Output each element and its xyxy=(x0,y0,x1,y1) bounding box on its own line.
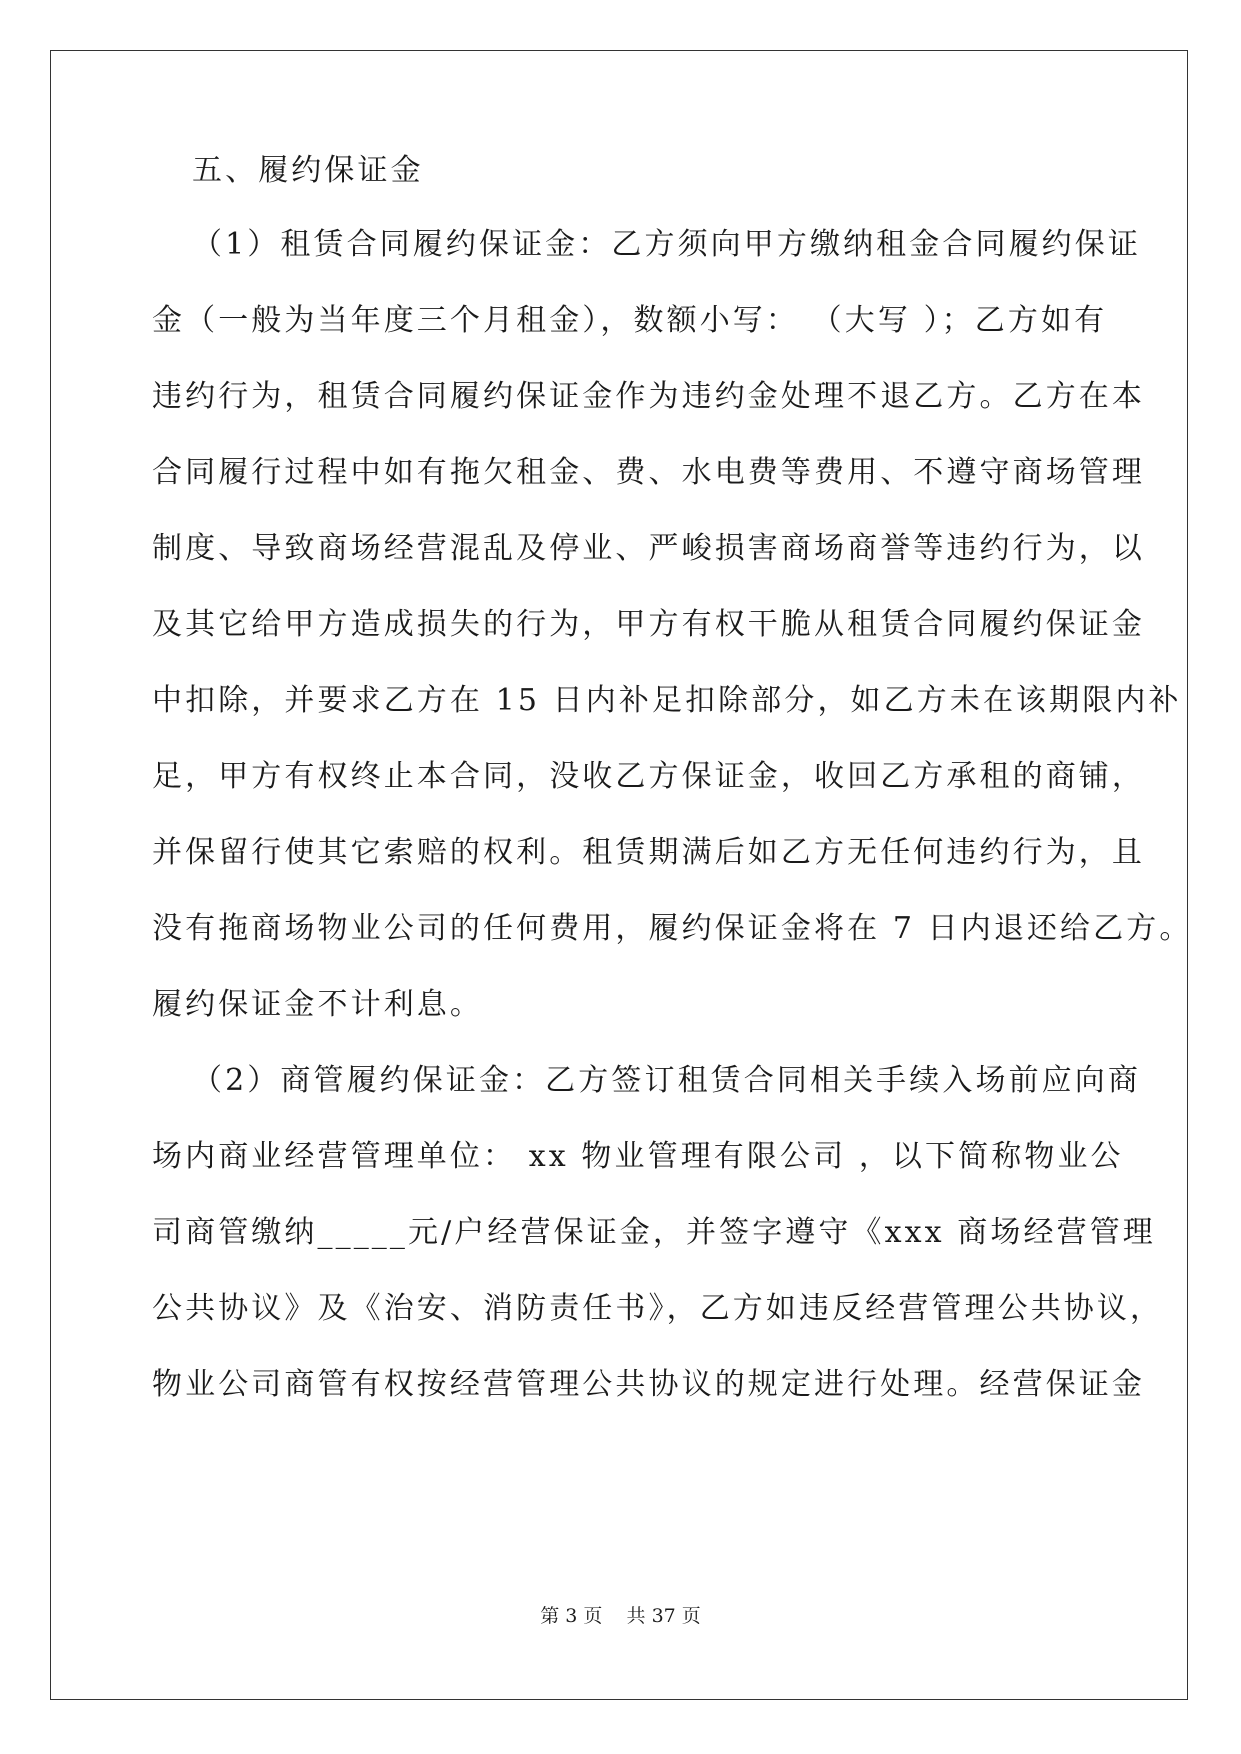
paragraph-line: 并保留行使其它索赔的权利。租赁期满后如乙方无任何违约行为，且 xyxy=(152,835,1145,870)
page-number-footer: 第 3 页 共 37 页 xyxy=(540,1605,701,1627)
paragraph-line: 金（一般为当年度三个月租金），数额小写： （大写 ）；乙方如有 xyxy=(152,303,1108,338)
paragraph-line: 足，甲方有权终止本合同，没收乙方保证金，收回乙方承租的商铺， xyxy=(152,759,1145,794)
paragraph-line: （1）租赁合同履约保证金：乙方须向甲方缴纳租金合同履约保证 xyxy=(192,227,1141,262)
paragraph-line: （2）商管履约保证金：乙方签订租赁合同相关手续入场前应向商 xyxy=(192,1063,1141,1098)
paragraph-line: 及其它给甲方造成损失的行为，甲方有权干脆从租赁合同履约保证金 xyxy=(152,607,1145,642)
paragraph-line: 履约保证金不计利息。 xyxy=(152,987,483,1022)
paragraph-line: 制度、导致商场经营混乱及停业、严峻损害商场商誉等违约行为，以 xyxy=(152,531,1145,566)
section-heading: 五、履约保证金 xyxy=(192,153,424,188)
paragraph-line: 合同履行过程中如有拖欠租金、费、水电费等费用、不遵守商场管理 xyxy=(152,455,1145,490)
paragraph-line: 物业公司商管有权按经营管理公共协议的规定进行处理。经营保证金 xyxy=(152,1367,1145,1402)
paragraph-line: 场内商业经营管理单位： xx 物业管理有限公司 ，以下简称物业公 xyxy=(152,1139,1124,1174)
paragraph-line: 违约行为，租赁合同履约保证金作为违约金处理不退乙方。乙方在本 xyxy=(152,379,1145,414)
paragraph-line: 中扣除，并要求乙方在 15 日内补足扣除部分，如乙方未在该期限内补 xyxy=(152,683,1182,718)
paragraph-line: 没有拖商场物业公司的任何费用，履约保证金将在 7 日内退还给乙方。 xyxy=(152,911,1193,946)
paragraph-line: 公共协议》及《治安、消防责任书》，乙方如违反经营管理公共协议， xyxy=(152,1291,1164,1326)
page-border xyxy=(50,50,1188,1700)
paragraph-line: 司商管缴纳_____元/户经营保证金，并签字遵守《xxx 商场经营管理 xyxy=(152,1215,1156,1250)
